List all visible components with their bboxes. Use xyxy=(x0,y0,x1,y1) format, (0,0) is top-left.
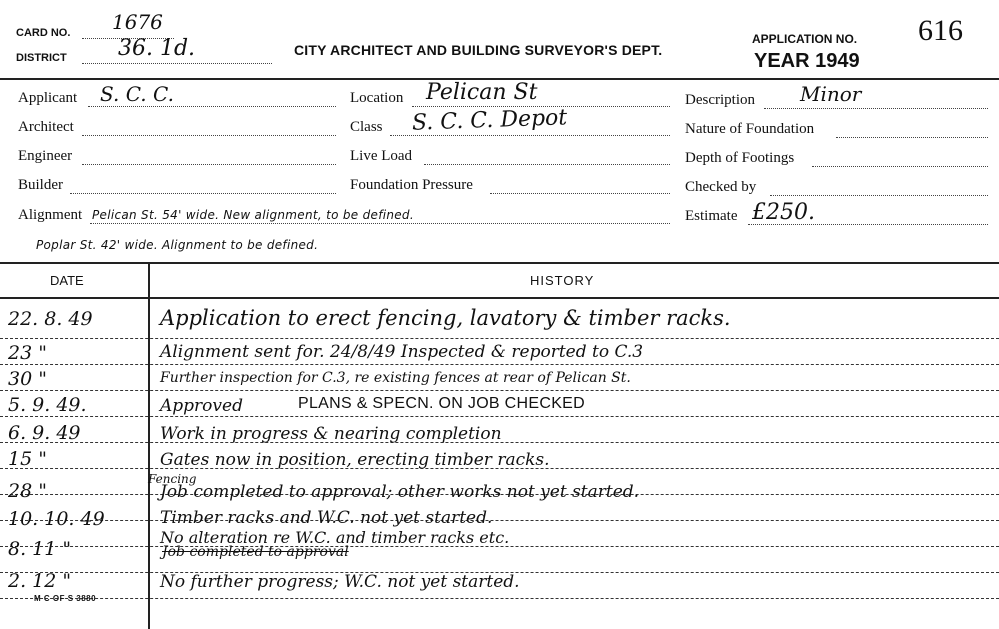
district-value: 36. 1d. xyxy=(118,36,196,61)
history-row-text: Timber racks and W.C. not yet started. xyxy=(160,508,493,528)
history-row-text: Gates now in position, erecting timber racks. xyxy=(160,450,550,470)
foundation-pressure-line xyxy=(490,193,670,194)
row-rule xyxy=(0,338,999,339)
history-row-date: 30 " xyxy=(8,368,47,390)
history-row-text: Alignment sent for. 24/8/49 Inspected & reported to C.3 xyxy=(160,342,644,362)
district-line xyxy=(82,63,272,64)
applicant-line xyxy=(88,106,336,107)
nature-of-foundation-line xyxy=(836,137,988,138)
department-title: CITY ARCHITECT AND BUILDING SURVEYOR'S DEPT. xyxy=(294,42,663,58)
plans-checked-stamp: PLANS & SPECN. ON JOB CHECKED xyxy=(298,395,585,412)
year: YEAR 1949 xyxy=(754,50,860,72)
engineer-label: Engineer xyxy=(18,148,73,164)
applicant-label: Applicant xyxy=(18,90,78,106)
card-no-label: CARD NO. xyxy=(16,27,71,39)
alignment-text-2: Poplar St. 42' wide. Alignment to be defined. xyxy=(36,238,319,252)
history-row-text: Work in progress & nearing completion xyxy=(160,424,502,444)
description-line xyxy=(764,108,988,109)
history-row-date: 22. 8. 49 xyxy=(8,308,93,330)
builder-label: Builder xyxy=(18,177,63,193)
history-header: HISTORY xyxy=(530,273,595,288)
description-value: Minor xyxy=(800,82,862,106)
history-row-date: 2. 12 " xyxy=(8,570,72,592)
alignment-text-1: Pelican St. 54' wide. New alignment, to be defined. xyxy=(92,208,414,222)
foundation-pressure-label: Foundation Pressure xyxy=(350,177,473,193)
architect-label: Architect xyxy=(18,119,74,135)
row-rule xyxy=(0,520,999,521)
row-rule xyxy=(0,364,999,365)
application-no-label: APPLICATION NO. xyxy=(752,32,858,46)
row-rule xyxy=(0,416,999,417)
architect-line xyxy=(82,135,336,136)
struck-text: Job completed to approval xyxy=(162,544,349,560)
builder-line xyxy=(70,193,336,194)
live-load-line xyxy=(424,164,670,165)
alignment-label: Alignment xyxy=(18,207,83,223)
history-row-date: 6. 9. 49 xyxy=(8,422,81,444)
history-row-text: No further progress; W.C. not yet started. xyxy=(160,572,520,592)
live-load-label: Live Load xyxy=(350,148,413,164)
form-code: M C OF S 3880 xyxy=(34,594,97,603)
estimate-label: Estimate xyxy=(685,208,738,224)
application-no-value: 616 xyxy=(918,14,963,47)
fencing-note: Fencing xyxy=(148,472,197,486)
depth-of-footings-label: Depth of Footings xyxy=(685,150,795,166)
history-row-date: 5. 9. 49. xyxy=(8,394,87,416)
nature-of-foundation-label: Nature of Foundation xyxy=(685,121,815,137)
row-rule xyxy=(0,598,999,599)
class-label: Class xyxy=(350,119,383,135)
applicant-value: S. C. C. xyxy=(100,82,174,106)
description-label: Description xyxy=(685,92,755,108)
card-no-value: 1676 xyxy=(112,10,163,34)
history-row-text: Approved xyxy=(160,396,243,416)
depth-of-footings-line xyxy=(812,166,988,167)
history-row-text: Further inspection for C.3, re existing fences at rear of Pelican St. xyxy=(160,370,631,386)
row-rule xyxy=(0,390,999,391)
date-header: DATE xyxy=(50,273,84,288)
engineer-line xyxy=(82,164,336,165)
history-row-date: 15 " xyxy=(8,448,47,470)
location-value: Pelican St xyxy=(426,80,538,105)
history-row-date: 8. 11 " xyxy=(8,538,72,560)
history-row-text: Application to erect fencing, lavatory & timber racks. xyxy=(160,306,731,330)
location-label: Location xyxy=(350,90,404,106)
history-row-text: No alteration re W.C. and timber racks etc. xyxy=(160,528,510,547)
class-line xyxy=(390,135,670,136)
history-row-date: 23 " xyxy=(8,342,47,364)
checked-by-label: Checked by xyxy=(685,179,757,195)
history-row-text: Job completed to approval; other works not yet started. xyxy=(160,482,640,502)
class-value: S. C. C. Depot xyxy=(411,105,568,136)
checked-by-line xyxy=(770,195,988,196)
history-row-date: 10. 10. 49 xyxy=(8,508,105,530)
district-label: DISTRICT xyxy=(16,52,67,64)
alignment-line-1 xyxy=(90,223,670,224)
history-row-date: 28 " xyxy=(8,480,47,502)
table-divider xyxy=(148,264,150,629)
estimate-value: £250. xyxy=(752,200,815,225)
